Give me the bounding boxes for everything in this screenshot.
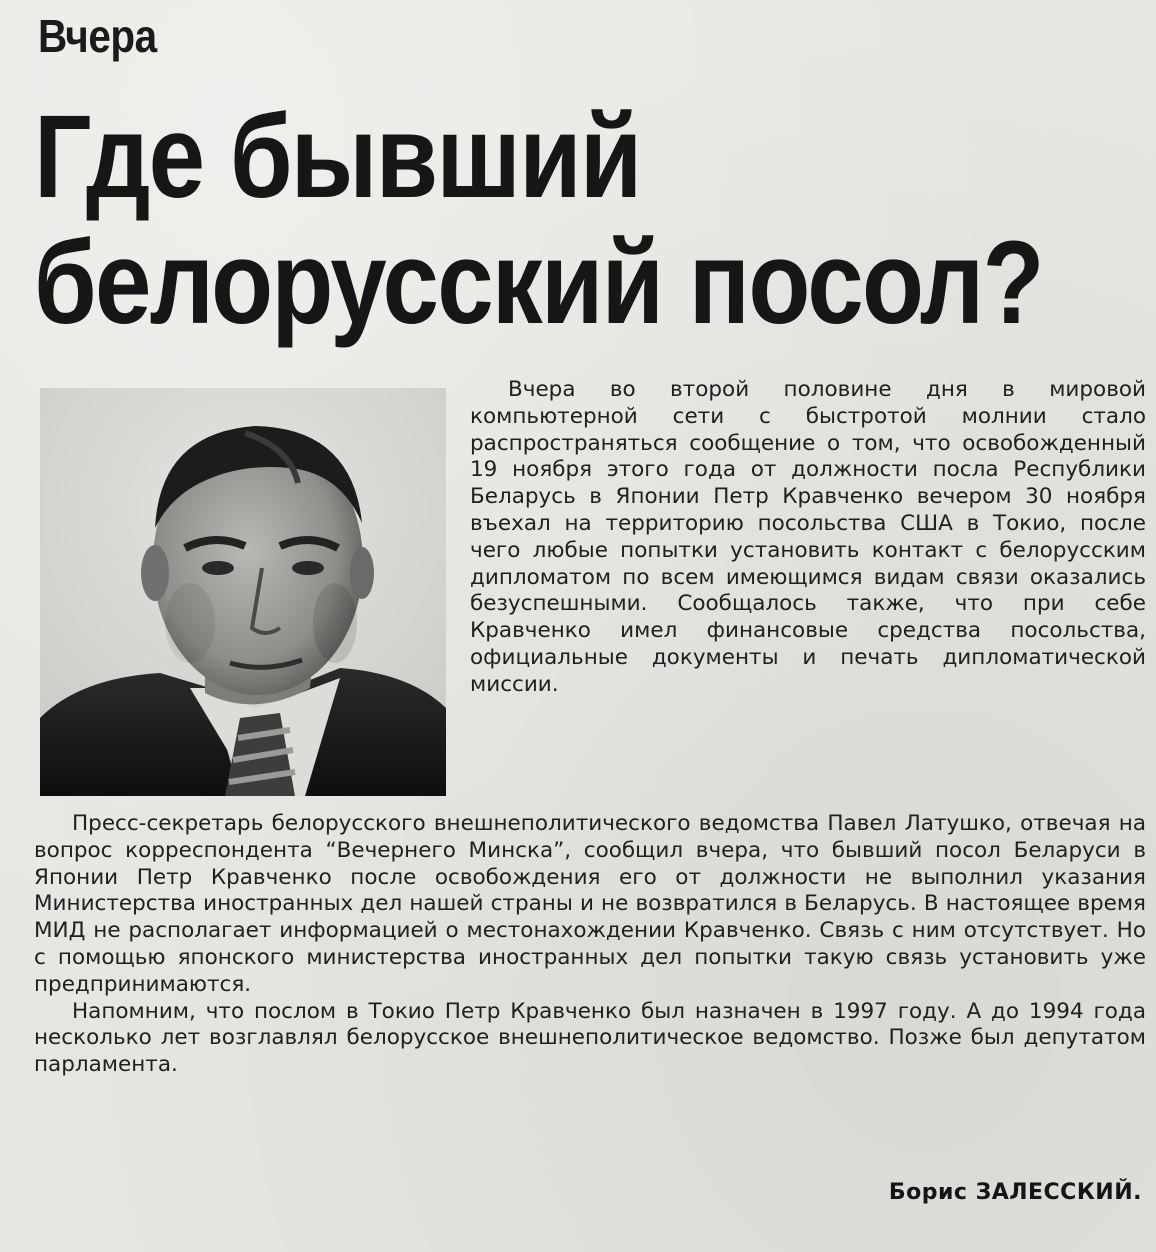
portrait-photo — [40, 388, 446, 796]
portrait-illustration — [40, 388, 446, 796]
headline-line-2: белорусский посол? — [34, 217, 1043, 349]
section-label: Вчера — [38, 10, 157, 62]
article-column-full — [34, 811, 1146, 1079]
article-column-right — [470, 377, 1146, 699]
headline-line-1: Где бывший — [34, 91, 641, 223]
paragraph-3: Напомним, что послом в Токио Петр Кравченко был назначен в 1997 году. А до 1994 года несколько лет возглавлял белорусское внешнеполитическое ведомство. Позже был депутатом парламента. — [34, 998, 1146, 1078]
byline: Борис ЗАЛЕССКИЙ. — [888, 1180, 1142, 1205]
paragraph-1: Вчера во второй половине дня в мировой компьютерной сети с быстротой молнии стало распространяться сообщение о том, что освобожденный 19 ноября этого года от должности посла Республики Беларусь в Японии Петр Кравченко вечером 30 ноября въехал на территорию посольства США в Токио, после чего любые попытки установить контакт с белорусским дипломатом по всем имеющимся видам связи оказались безуспешными. Сообщалось также, что при себе Кравченко имел финансовые средства посольства, официальные документы и печать дипломатической миссии. — [470, 377, 1146, 697]
headline — [34, 91, 1043, 349]
paragraph-2: Пресс-секретарь белорусского внешнеполитического ведомства Павел Латушко, отвечая на вопрос корреспондента “Вечернего Минска”, сообщил вчера, что бывший посол Беларуси в Японии Петр Кравченко после освобождения его от должности не выполнил указания Министерства иностранных дел нашей страны и не возвратился в Беларусь. В настоящее время МИД не располагает информацией о местонахождении Кравченко. Связь с ним отсутствует. Но с помощью японского министерства иностранных дел попытки такую связь установить уже предпринимаются. — [34, 811, 1146, 997]
